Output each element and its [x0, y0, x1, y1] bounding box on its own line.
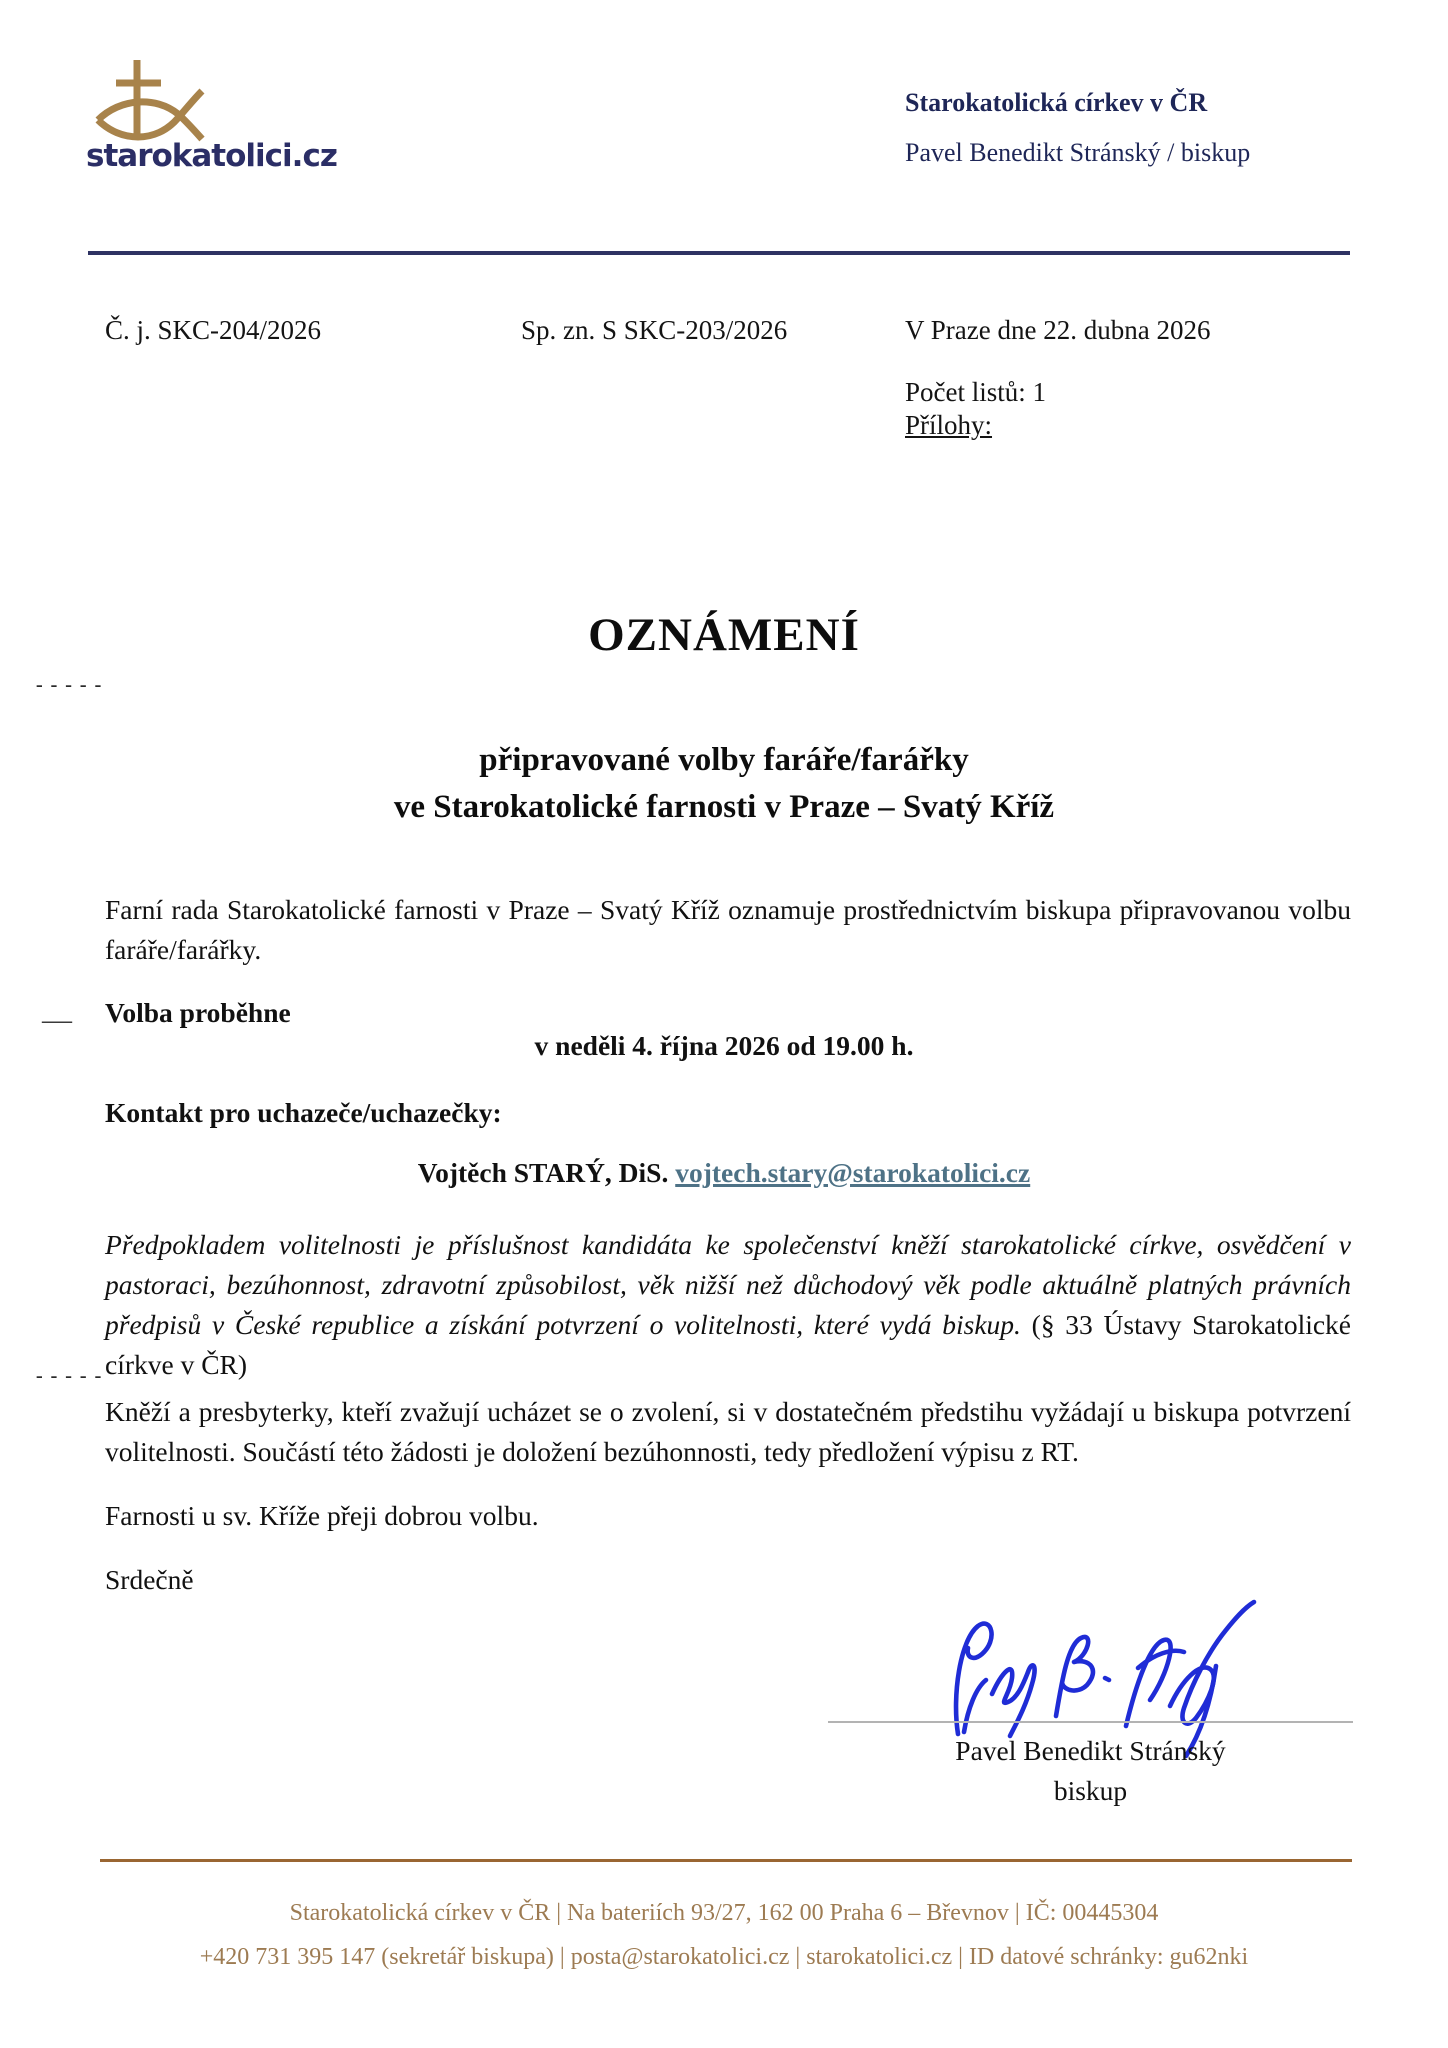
contact-name: Vojtěch STARÝ, DiS.	[417, 1157, 669, 1188]
doc-number: Č. j. SKC-204/2026	[105, 315, 322, 345]
closing-word: Srdečně	[105, 1564, 194, 1595]
footer-divider	[100, 1859, 1352, 1862]
place-date: V Praze dne 22. dubna 2026	[905, 315, 1211, 345]
election-datetime: v neděli 4. října 2026 od 19.00 h.	[534, 1030, 914, 1061]
document-title: OZNÁMENÍ	[588, 609, 860, 661]
footer-contact-line: +420 731 395 147 (sekretář biskupa) | posta@starokatolici.cz | starokatolici.cz | ID datové schránky: gu62nki	[199, 1944, 1249, 1970]
letterhead-org-name: Starokatolická církev v ČR	[905, 88, 1208, 117]
letterhead-signatory: Pavel Benedikt Stránský / biskup	[905, 138, 1251, 167]
sheet-count: Počet listů: 1	[905, 377, 1046, 407]
wish-paragraph: Farnosti u sv. Kříže přeji dobrou volbu.	[105, 1500, 539, 1531]
subtitle-line-2: ve Starokatolické farnosti v Praze – Svatý Kříž	[393, 789, 1055, 825]
eligibility-text: Předpokladem volitelnosti je příslušnost kandidáta ke společenství kněží starokatolické církve, osvědčení v pastoraci, bezúhonnost, zdravotní způsobilost, věk nižší než důchodový věk podle aktuálně platných právních předpisů v České republice a získání potvrzení o volitelnosti, které vydá biskup.	[105, 1229, 1351, 1340]
subtitle-line-1: připravované volby faráře/farářky	[479, 742, 969, 778]
election-heading: Volba proběhne	[105, 997, 291, 1028]
contact-email-link[interactable]: vojtech.stary@starokatolici.cz	[675, 1157, 1031, 1188]
logo-wordmark: starokatolici.cz	[86, 138, 337, 174]
eligibility-paragraph	[105, 1225, 1351, 1385]
fold-mark-middle: —	[42, 1003, 72, 1036]
file-number: Sp. zn. S SKC-203/2026	[521, 315, 788, 345]
signature-block	[828, 1731, 1353, 1811]
document-subtitle	[0, 737, 1448, 831]
fold-mark-top: -----	[33, 673, 107, 697]
signatory-name: Pavel Benedikt Stránský	[955, 1735, 1226, 1766]
footer-address-line: Starokatolická církev v ČR | Na bateriích 93/27, 162 00 Praha 6 – Břevnov | IČ: 00445304	[289, 1900, 1159, 1926]
signatory-title: biskup	[1053, 1775, 1128, 1806]
application-note-paragraph: Kněží a presbyterky, kteří zvažují ucházet se o zvolení, si v dostatečném předstihu vyžádají u biskupa potvrzení volitelnosti. Součástí této žádosti je doložení bezúhonnosti, tedy předložení výpisu z RT.	[105, 1396, 1351, 1467]
contact-heading: Kontakt pro uchazeče/uchazečky:	[105, 1097, 502, 1128]
attachments-label: Přílohy:	[905, 410, 993, 440]
contact-line	[0, 1157, 1448, 1189]
fold-mark-bottom: -----	[33, 1364, 107, 1388]
eligibility-reference: (§ 33 Ústavy Starokatolické církve v ČR)	[105, 1309, 1352, 1380]
intro-paragraph: Farní rada Starokatolické farnosti v Praze – Svatý Kříž oznamuje prostřednictvím biskupa připravovanou volbu faráře/farářky.	[105, 894, 1351, 965]
signature-line	[828, 1721, 1353, 1723]
header-divider	[88, 251, 1350, 255]
